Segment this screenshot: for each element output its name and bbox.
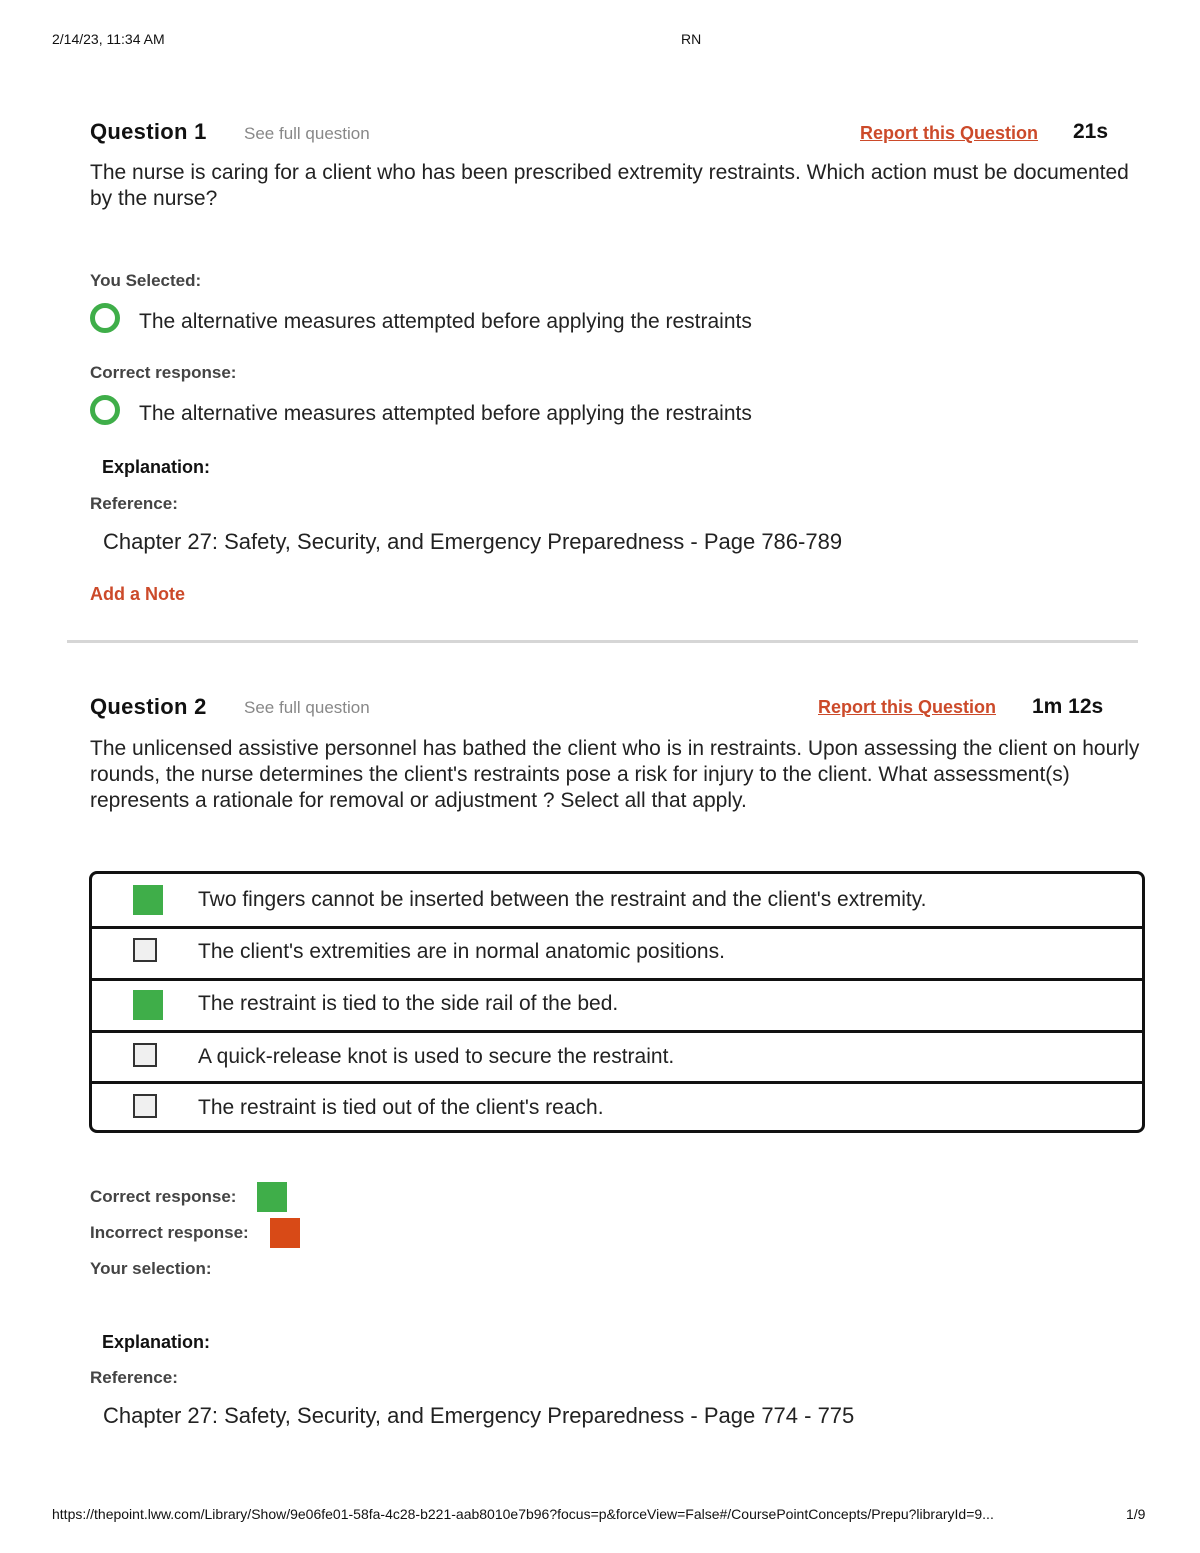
checkbox-empty-icon bbox=[133, 1094, 157, 1118]
question-timer: 1m 12s bbox=[1032, 695, 1104, 718]
see-full-question-link[interactable]: See full question bbox=[244, 698, 370, 717]
checkbox-empty-icon bbox=[133, 938, 157, 962]
legend-incorrect-label: Incorrect response: bbox=[90, 1223, 249, 1242]
reference-text: Chapter 27: Safety, Security, and Emergency Preparedness - Page 786-789 bbox=[103, 529, 843, 554]
answer-option-row bbox=[92, 874, 1142, 923]
report-question-link[interactable]: Report this Question bbox=[818, 697, 997, 717]
option-text: The client's extremities are in normal anatomic positions. bbox=[198, 940, 725, 963]
report-question-link[interactable]: Report this Question bbox=[860, 123, 1039, 143]
correct-response-label: Correct response: bbox=[90, 363, 237, 382]
legend-correct-label: Correct response: bbox=[90, 1187, 237, 1206]
question-title: Question 1 bbox=[90, 119, 207, 144]
checkbox-checked-icon bbox=[133, 990, 163, 1020]
question-text: The unlicensed assistive personnel has bathed the client who is in restraints. Upon assessing the client on hourly rounds, the nurse determines the client's restraints pose a risk for injury to the client. What assessment(s) represents a rationale for removal or adjustment ? Select all that apply. bbox=[90, 737, 1140, 812]
print-title: RN bbox=[681, 31, 702, 47]
checkbox-empty-icon bbox=[133, 1043, 157, 1067]
question-timer: 21s bbox=[1073, 120, 1109, 143]
print-url: https://thepoint.lww.com/Library/Show/9e06fe01-58fa-4c28-b221-aab8010e7b96?focus=p&forceView=False#/CoursePointConcepts/Prepu?libraryId=9... bbox=[52, 1506, 994, 1522]
see-full-question-link[interactable]: See full question bbox=[244, 124, 370, 143]
reference-label: Reference: bbox=[90, 494, 178, 513]
answer-option-row bbox=[92, 1033, 1142, 1082]
option-text: A quick-release knot is used to secure the restraint. bbox=[198, 1045, 675, 1068]
question-divider bbox=[67, 640, 1138, 643]
print-datetime: 2/14/23, 11:34 AM bbox=[52, 31, 165, 47]
question-title: Question 2 bbox=[90, 694, 207, 719]
explanation-label: Explanation: bbox=[102, 457, 211, 477]
question-text: The nurse is caring for a client who has been prescribed extremity restraints. Which action must be documented by the nurse? bbox=[90, 161, 1129, 210]
correct-color-swatch bbox=[257, 1182, 287, 1212]
reference-text: Chapter 27: Safety, Security, and Emergency Preparedness - Page 774 - 775 bbox=[103, 1403, 855, 1428]
answer-option-row bbox=[92, 981, 1142, 1030]
incorrect-color-swatch bbox=[270, 1218, 300, 1248]
legend-selection-label: Your selection: bbox=[90, 1259, 212, 1278]
answer-option-row bbox=[92, 929, 1142, 978]
selected-radio-icon bbox=[90, 303, 120, 333]
selected-answer: The alternative measures attempted before applying the restraints bbox=[139, 310, 752, 333]
correct-answer: The alternative measures attempted before applying the restraints bbox=[139, 402, 752, 425]
answer-options-table bbox=[89, 871, 1145, 1133]
page-number: 1/9 bbox=[1126, 1506, 1146, 1522]
option-text: The restraint is tied out of the client's reach. bbox=[198, 1096, 604, 1119]
option-text: The restraint is tied to the side rail of the bed. bbox=[198, 992, 619, 1015]
reference-label: Reference: bbox=[90, 1368, 178, 1387]
explanation-label: Explanation: bbox=[102, 1332, 211, 1352]
option-text: Two fingers cannot be inserted between the restraint and the client's extremity. bbox=[198, 888, 927, 911]
answer-option-row bbox=[92, 1084, 1142, 1133]
you-selected-label: You Selected: bbox=[90, 271, 202, 290]
correct-radio-icon bbox=[90, 395, 120, 425]
add-note-link[interactable]: Add a Note bbox=[90, 584, 186, 604]
checkbox-checked-icon bbox=[133, 885, 163, 915]
